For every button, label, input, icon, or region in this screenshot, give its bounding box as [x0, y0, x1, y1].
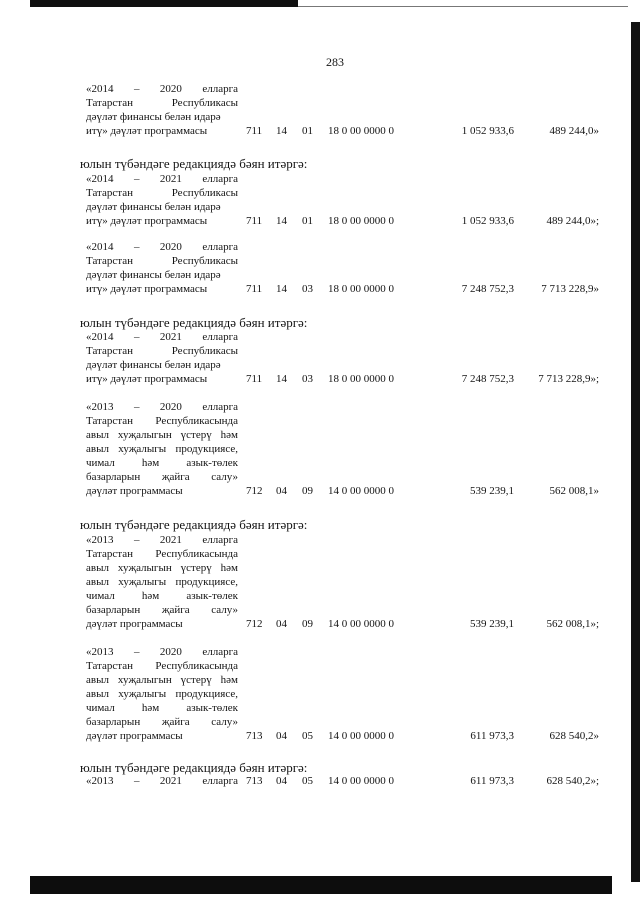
org-code: 711	[246, 373, 263, 385]
subsection-code: 01	[302, 125, 313, 137]
description-word: елларга	[202, 534, 238, 546]
description-line	[86, 82, 238, 96]
target-article-code: 18 0 00 0000 0	[328, 215, 394, 227]
section-heading: юлын түбәндәге редакциядә бәян итәргә:	[80, 315, 308, 330]
description-word: Татарстан	[86, 187, 133, 199]
description-word: –	[133, 534, 140, 546]
description-word: 2020	[159, 401, 182, 413]
description-word: елларга	[202, 646, 238, 658]
row-description	[86, 645, 238, 743]
description-word: продукциясе,	[175, 443, 238, 455]
description-word: елларга	[202, 331, 238, 343]
amount-first-year: 7 248 752,3	[461, 373, 514, 385]
target-article-code: 14 0 00 0000 0	[328, 618, 394, 630]
description-word: һәм	[141, 457, 160, 469]
description-word: –	[133, 401, 140, 413]
description-word: базарларын	[86, 716, 141, 728]
description-word: хуҗалыгы	[118, 688, 167, 700]
description-word: дәүләт финансы белән идарә	[86, 359, 221, 371]
section-code: 14	[276, 283, 287, 295]
row-description	[86, 330, 238, 386]
amount-first-year: 1 052 933,6	[461, 215, 514, 227]
description-word: 2021	[159, 331, 182, 343]
description-word: Республикасында	[155, 415, 238, 427]
description-word: итү» дәүләт программасы	[86, 215, 208, 227]
section-heading: юлын түбәндәге редакциядә бәян итәргә:	[80, 517, 308, 532]
section-code: 14	[276, 373, 287, 385]
amount-first-year: 1 052 933,6	[461, 125, 514, 137]
description-word: Татарстан	[86, 255, 133, 267]
description-word: һәм	[220, 562, 238, 574]
description-line	[86, 344, 238, 358]
section-code: 04	[276, 730, 287, 742]
org-code: 713	[246, 730, 263, 742]
description-line	[86, 659, 238, 673]
description-line	[86, 687, 238, 701]
target-article-code: 18 0 00 0000 0	[328, 125, 394, 137]
description-word: Республикасы	[171, 97, 238, 109]
description-word: дәүләт финансы белән идарә	[86, 201, 221, 213]
section-code: 04	[276, 775, 287, 787]
description-line	[86, 428, 238, 442]
scan-border-bottom	[30, 876, 612, 894]
description-word: Республикасында	[155, 660, 238, 672]
description-line	[86, 200, 238, 214]
description-word: хуҗалыгын	[117, 674, 172, 686]
section-code: 04	[276, 485, 287, 497]
subsection-code: 01	[302, 215, 313, 227]
subsection-code: 03	[302, 373, 313, 385]
amount-first-year: 539 239,1	[470, 618, 514, 630]
description-line	[86, 110, 238, 124]
description-word: авыл	[86, 443, 109, 455]
description-word: авыл	[86, 674, 109, 686]
description-word: «2014	[86, 173, 114, 185]
description-word: базарларын	[86, 604, 141, 616]
description-word: продукциясе,	[175, 576, 238, 588]
description-line	[86, 414, 238, 428]
org-code: 711	[246, 215, 263, 227]
description-line	[86, 186, 238, 200]
description-line	[86, 729, 238, 743]
description-line	[86, 575, 238, 589]
description-line	[86, 533, 238, 547]
description-word: авыл	[86, 429, 109, 441]
amount-second-year: 489 244,0»	[549, 125, 599, 137]
description-word: азык-төлек	[186, 457, 238, 469]
amount-first-year: 7 248 752,3	[461, 283, 514, 295]
description-word: хуҗалыгын	[117, 429, 172, 441]
description-word: хуҗалыгы	[118, 576, 167, 588]
description-word: «2014	[86, 83, 114, 95]
description-word: хуҗалыгын	[117, 562, 172, 574]
section-heading: юлын түбәндәге редакциядә бәян итәргә:	[80, 156, 308, 171]
amount-second-year: 7 713 228,9»	[541, 283, 599, 295]
description-word: үстерү	[180, 674, 212, 686]
description-line	[86, 172, 238, 186]
subsection-code: 03	[302, 283, 313, 295]
description-line	[86, 484, 238, 498]
subsection-code: 09	[302, 485, 313, 497]
description-line	[86, 442, 238, 456]
amount-second-year: 7 713 228,9»;	[538, 373, 599, 385]
description-line	[86, 603, 238, 617]
description-word: һәм	[141, 590, 160, 602]
description-word: итү» дәүләт программасы	[86, 283, 208, 295]
description-word: итү» дәүләт программасы	[86, 125, 208, 137]
description-word: 2021	[159, 173, 182, 185]
description-line	[86, 617, 238, 631]
description-line	[86, 589, 238, 603]
description-line	[86, 645, 238, 659]
target-article-code: 18 0 00 0000 0	[328, 283, 394, 295]
description-line	[86, 774, 238, 788]
org-code: 712	[246, 618, 263, 630]
description-word: 2020	[159, 83, 182, 95]
description-word: –	[133, 83, 140, 95]
section-heading: юлын түбәндәге редакциядә бәян итәргә:	[80, 760, 308, 775]
subsection-code: 05	[302, 730, 313, 742]
amount-second-year: 628 540,2»	[549, 730, 599, 742]
description-word: 2020	[159, 646, 182, 658]
description-word: дәүләт программасы	[86, 618, 183, 630]
description-word: Татарстан	[86, 548, 133, 560]
section-code: 04	[276, 618, 287, 630]
row-description	[86, 172, 238, 228]
description-line	[86, 330, 238, 344]
description-word: җайга	[161, 716, 190, 728]
scan-line-top	[298, 6, 628, 7]
description-word: чимал	[86, 590, 115, 602]
description-word: Татарстан	[86, 415, 133, 427]
description-word: авыл	[86, 576, 109, 588]
description-word: чимал	[86, 702, 115, 714]
description-word: елларга	[202, 173, 238, 185]
description-line	[86, 701, 238, 715]
description-word: Республикасы	[171, 187, 238, 199]
amount-second-year: 562 008,1»	[549, 485, 599, 497]
description-line	[86, 214, 238, 228]
description-word: –	[133, 775, 140, 787]
row-description	[86, 400, 238, 498]
description-word: үстерү	[180, 562, 212, 574]
target-article-code: 14 0 00 0000 0	[328, 730, 394, 742]
target-article-code: 14 0 00 0000 0	[328, 485, 394, 497]
section-code: 14	[276, 125, 287, 137]
description-line	[86, 400, 238, 414]
description-word: продукциясе,	[175, 688, 238, 700]
description-line	[86, 268, 238, 282]
scan-border-top	[30, 0, 298, 7]
scan-border-right	[631, 22, 640, 882]
description-word: дәүләт программасы	[86, 485, 183, 497]
description-word: итү» дәүләт программасы	[86, 373, 208, 385]
description-word: «2013	[86, 401, 114, 413]
subsection-code: 09	[302, 618, 313, 630]
description-word: 2020	[159, 241, 182, 253]
description-word: елларга	[202, 775, 238, 787]
amount-second-year: 562 008,1»;	[546, 618, 599, 630]
description-word: «2013	[86, 646, 114, 658]
description-word: җайга	[161, 604, 190, 616]
description-word: елларга	[202, 241, 238, 253]
description-word: дәүләт финансы белән идарә	[86, 111, 221, 123]
description-line	[86, 240, 238, 254]
description-word: «2014	[86, 331, 114, 343]
amount-first-year: 539 239,1	[470, 485, 514, 497]
description-word: салу»	[211, 716, 238, 728]
description-word: Республикасы	[171, 345, 238, 357]
description-word: –	[133, 241, 140, 253]
amount-second-year: 628 540,2»;	[546, 775, 599, 787]
description-word: 2021	[159, 775, 182, 787]
description-word: «2013	[86, 775, 114, 787]
description-word: Татарстан	[86, 97, 133, 109]
row-description	[86, 240, 238, 296]
description-word: җайга	[161, 471, 190, 483]
description-word: –	[133, 173, 140, 185]
description-word: Республикасы	[171, 255, 238, 267]
description-line	[86, 124, 238, 138]
description-line	[86, 358, 238, 372]
description-word: Республикасында	[155, 548, 238, 560]
description-line	[86, 547, 238, 561]
target-article-code: 14 0 00 0000 0	[328, 775, 394, 787]
amount-first-year: 611 973,3	[470, 730, 514, 742]
description-word: елларга	[202, 401, 238, 413]
description-word: азык-төлек	[186, 590, 238, 602]
description-word: базарларын	[86, 471, 141, 483]
description-word: елларга	[202, 83, 238, 95]
description-word: –	[133, 331, 140, 343]
description-word: салу»	[211, 604, 238, 616]
description-word: һәм	[141, 702, 160, 714]
org-code: 713	[246, 775, 263, 787]
description-line	[86, 254, 238, 268]
description-word: 2021	[159, 534, 182, 546]
description-line	[86, 372, 238, 386]
row-description	[86, 774, 238, 788]
org-code: 711	[246, 283, 263, 295]
description-line	[86, 282, 238, 296]
description-word: –	[133, 646, 140, 658]
description-word: чимал	[86, 457, 115, 469]
amount-first-year: 611 973,3	[470, 775, 514, 787]
description-word: хуҗалыгы	[118, 443, 167, 455]
description-line	[86, 456, 238, 470]
description-word: һәм	[220, 674, 238, 686]
description-line	[86, 96, 238, 110]
page-number: 283	[326, 55, 344, 69]
section-code: 14	[276, 215, 287, 227]
row-description	[86, 82, 238, 138]
description-word: дәүләт финансы белән идарә	[86, 269, 221, 281]
description-word: үстерү	[180, 429, 212, 441]
org-code: 712	[246, 485, 263, 497]
description-word: авыл	[86, 562, 109, 574]
description-word: Татарстан	[86, 345, 133, 357]
description-word: салу»	[211, 471, 238, 483]
description-word: Татарстан	[86, 660, 133, 672]
description-line	[86, 715, 238, 729]
description-word: «2013	[86, 534, 114, 546]
description-word: дәүләт программасы	[86, 730, 183, 742]
description-word: һәм	[220, 429, 238, 441]
subsection-code: 05	[302, 775, 313, 787]
description-word: авыл	[86, 688, 109, 700]
row-description	[86, 533, 238, 631]
description-line	[86, 561, 238, 575]
description-line	[86, 470, 238, 484]
description-line	[86, 673, 238, 687]
org-code: 711	[246, 125, 263, 137]
description-word: «2014	[86, 241, 114, 253]
amount-second-year: 489 244,0»;	[546, 215, 599, 227]
description-word: азык-төлек	[186, 702, 238, 714]
target-article-code: 18 0 00 0000 0	[328, 373, 394, 385]
